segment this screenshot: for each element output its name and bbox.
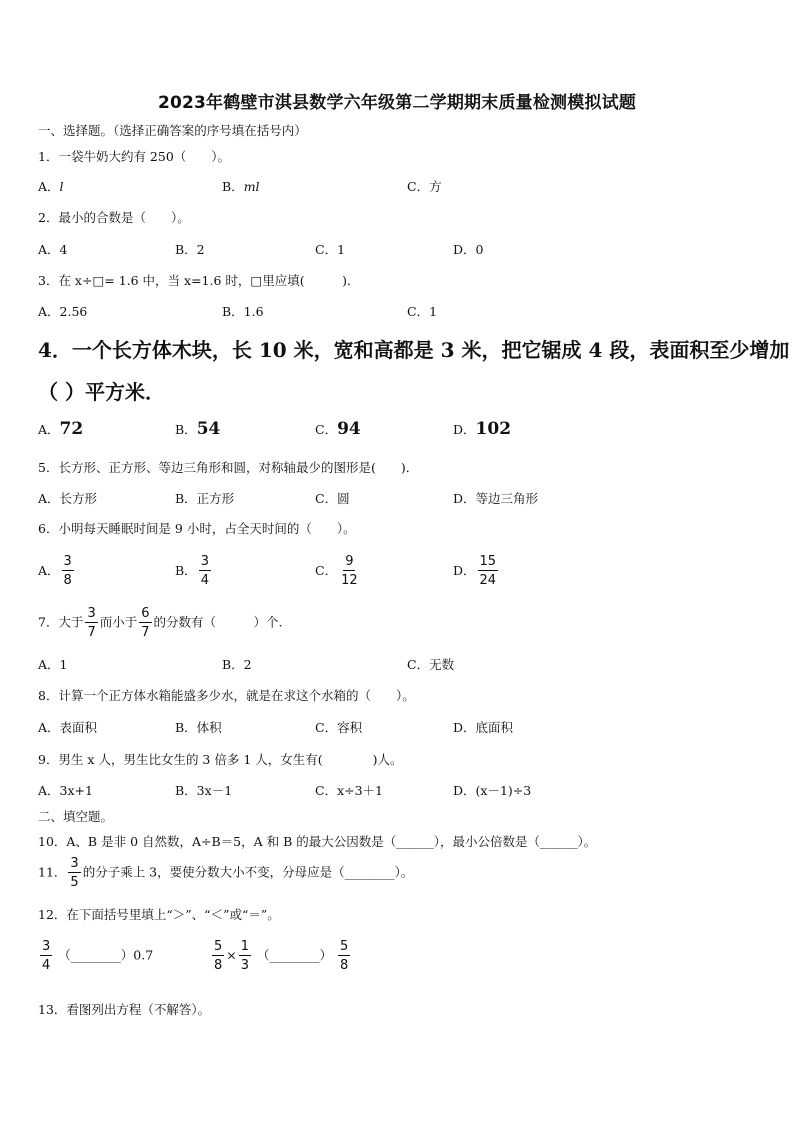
q8-option-d: D．底面积 — [453, 720, 514, 735]
question-4-stem-line2: （ ）平方米． — [38, 380, 165, 404]
q3-option-b: B．1.6 — [222, 304, 264, 319]
question-3-stem: 3．在 x÷□= 1.6 中，当 x=1.6 时，□里应填( )． — [38, 273, 360, 288]
q6-option-a: A． $\frac{3}{8}$ — [38, 554, 72, 588]
q12-expression-1: $\frac{3}{4}$ （________）0.7 — [42, 939, 154, 973]
question-4-stem-line1: 4．一个长方体木块，长 10 米，宽和高都是 3 米，把它锯成 4 段，表面积至少增加 — [38, 338, 790, 362]
question-8-stem: 8．计算一个正方体水箱能盛多少水，就是在求这个水箱的（ ）。 — [38, 688, 415, 703]
q4-option-b: B．54 — [175, 419, 221, 439]
q4-option-a: A．72 — [38, 419, 84, 439]
q2-option-b: B．2 — [175, 242, 205, 257]
question-11-stem: 11． $\frac{3}{5}$ 的分子乘上 3，要使分数大小不变，分母应是（________）。 — [38, 856, 414, 890]
q2-option-c: C．1 — [315, 242, 346, 257]
q7-option-c: C．无数 — [407, 657, 455, 672]
question-5-stem: 5．长方形、正方形、等边三角形和圆，对称轴最少的图形是( )． — [38, 460, 419, 475]
page-title: 2023年鹤壁市淇县数学六年级第二学期期末质量检测模拟试题 — [157, 93, 637, 113]
q9-option-a: A．3x+1 — [38, 783, 93, 798]
q8-option-b: B．体积 — [175, 720, 222, 735]
q12-expression-2: $\frac{5}{8}$ × $\frac{1}{3}$ （________） $\frac{5}{8}$ — [214, 939, 349, 973]
question-2-stem: 2．最小的合数是（ ）。 — [38, 210, 190, 225]
q9-option-b: B．3x－1 — [175, 783, 233, 798]
q9-option-c: C．x÷3＋1 — [315, 783, 383, 798]
q1-option-b: B．ml — [222, 179, 260, 194]
q1-option-a: A．l — [38, 179, 64, 194]
q2-option-d: D．0 — [453, 242, 484, 257]
question-13-stem: 13．看图列出方程（不解答）。 — [38, 1002, 211, 1017]
question-12-stem: 12．在下面括号里填上“＞”、“＜”或“＝”。 — [38, 907, 280, 922]
q6-option-d: D． $\frac{15}{24}$ — [453, 554, 497, 588]
q5-option-d: D．等边三角形 — [453, 491, 539, 506]
q5-option-c: C．圆 — [315, 491, 350, 506]
q1-option-c: C．方 — [407, 179, 442, 194]
q5-option-b: B．正方形 — [175, 491, 235, 506]
q7-option-b: B．2 — [222, 657, 252, 672]
question-7-stem: 7．大于 $\frac{3}{7}$ 而小于 $\frac{6}{7}$ 的分数有（ ）个. — [38, 606, 283, 640]
q8-option-c: C．容积 — [315, 720, 363, 735]
question-1-stem: 1．一袋牛奶大约有 250（ ）。 — [38, 149, 231, 164]
q5-option-a: A．长方形 — [38, 491, 98, 506]
section-heading-fill: 二、填空题。 — [38, 809, 114, 824]
q6-option-b: B． $\frac{3}{4}$ — [175, 554, 209, 588]
q8-option-a: A．表面积 — [38, 720, 98, 735]
q3-option-c: C．1 — [407, 304, 438, 319]
question-6-stem: 6．小明每天睡眠时间是 9 小时，占全天时间的（ ）。 — [38, 521, 356, 536]
section-heading-choice: 一、选择题。（选择正确答案的序号填在括号内） — [38, 123, 307, 138]
question-10-stem: 10．A、B 是非 0 自然数，A÷B＝5，A 和 B 的最大公因数是（______），最小公倍数是（______）。 — [38, 834, 597, 849]
q4-option-d: D．102 — [453, 419, 512, 439]
q4-option-c: C．94 — [315, 419, 361, 439]
q6-option-c: C． $\frac{9}{12}$ — [315, 554, 358, 588]
q9-option-d: D．(x－1)÷3 — [453, 783, 532, 798]
q2-option-a: A．4 — [38, 242, 68, 257]
q3-option-a: A．2.56 — [38, 304, 88, 319]
question-9-stem: 9．男生 x 人，男生比女生的 3 倍多 1 人，女生有( )人。 — [38, 752, 403, 767]
q7-option-a: A．1 — [38, 657, 68, 672]
